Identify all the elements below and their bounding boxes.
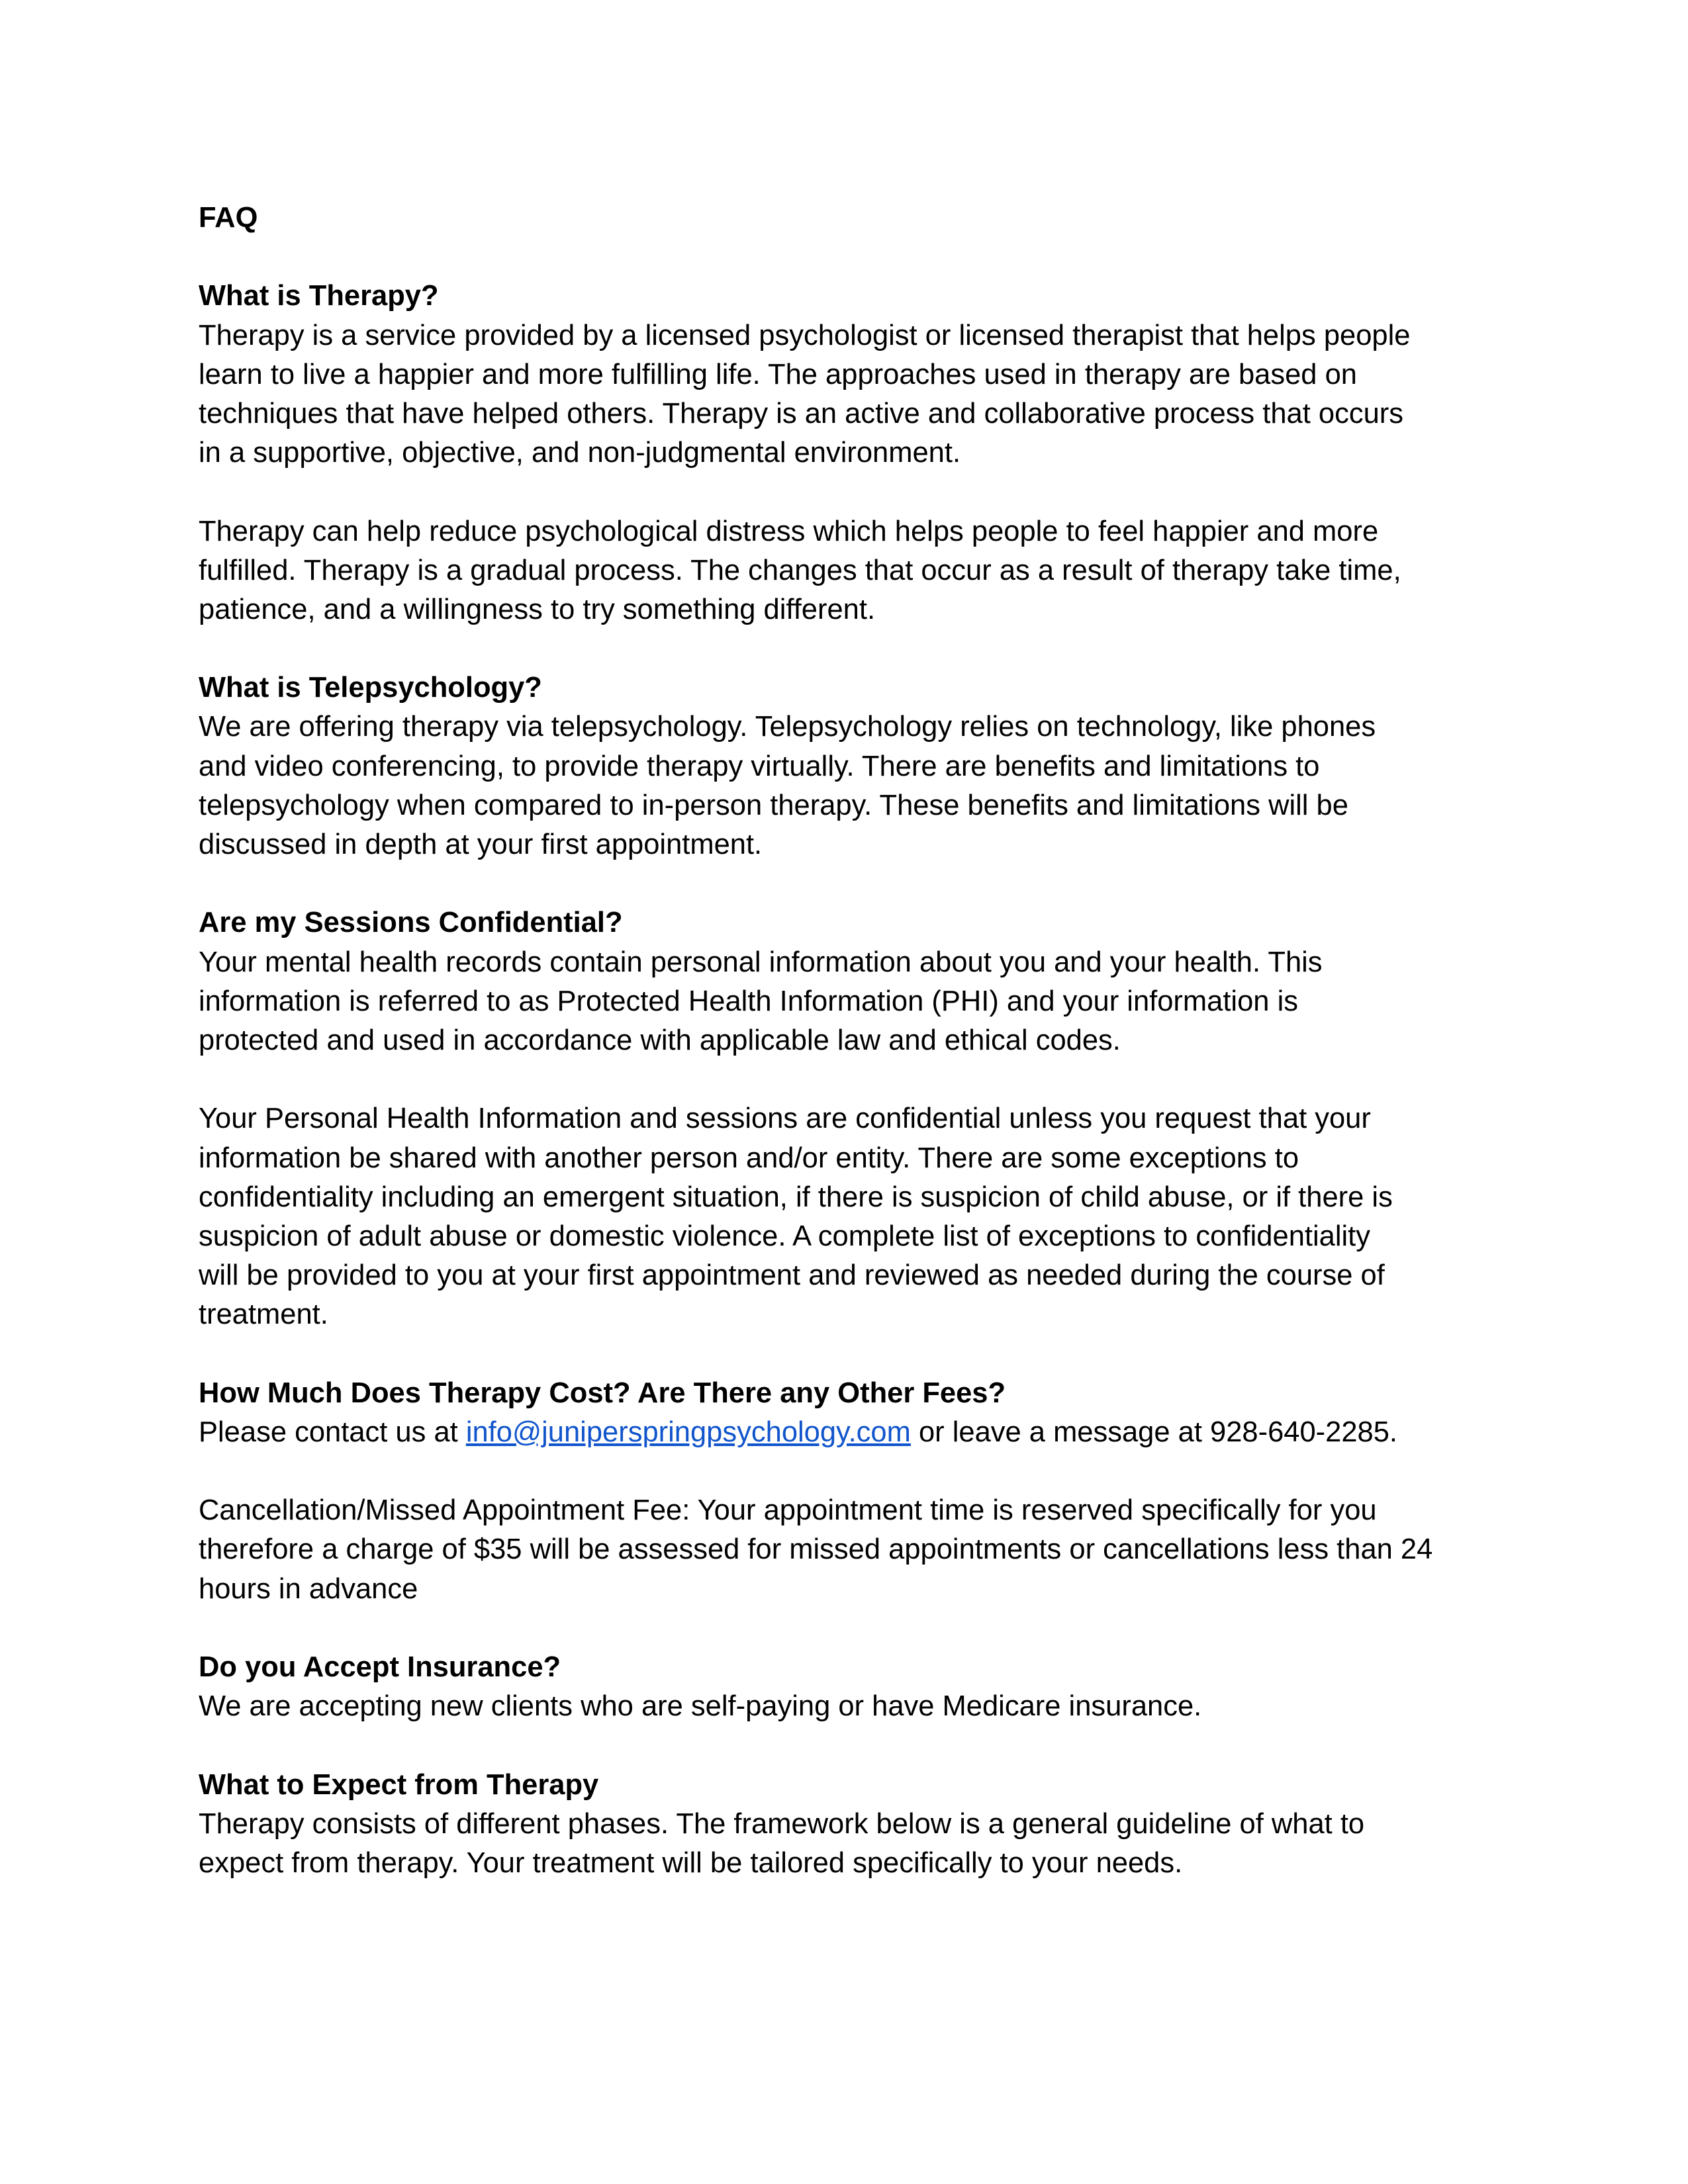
paragraph-line: treatment. (199, 1298, 328, 1331)
spacer (199, 1726, 1509, 1765)
paragraph-line: Your Personal Health Information and sessions are confidential unless you request that your (199, 1103, 1371, 1135)
paragraph-line: techniques that have helped others. Therapy is an active and collaborative process that occurs (199, 397, 1404, 430)
faq-section-cost (199, 1374, 1509, 1609)
spacer (199, 238, 1509, 277)
paragraph-line: information be shared with another person and/or entity. There are some exceptions to (199, 1142, 1299, 1174)
paragraph-line: fulfilled. Therapy is a gradual process. The changes that occur as a result of therapy take time, (199, 554, 1401, 586)
email-link[interactable]: info@juniperspringpsychology.com (465, 1416, 911, 1448)
section-heading: What is Therapy? (199, 280, 439, 312)
paragraph-line: therefore a charge of $35 will be assessed for missed appointments or cancellations less than 24 (199, 1533, 1433, 1566)
paragraph (199, 1687, 1509, 1726)
faq-section-insurance (199, 1648, 1509, 1726)
contact-prefix: Please contact us at (199, 1416, 466, 1448)
paragraph-line: patience, and a willingness to try something different. (199, 593, 876, 625)
paragraph (199, 943, 1509, 1061)
contact-line (199, 1413, 1509, 1452)
paragraph-line: Therapy consists of different phases. The framework below is a general guideline of what to (199, 1807, 1365, 1840)
paragraph (199, 1805, 1509, 1883)
paragraph-line: Therapy is a service provided by a licensed psychologist or licensed therapist that helps people (199, 319, 1411, 351)
contact-suffix: or leave a message at 928-640-2285. (910, 1416, 1398, 1448)
page-title: FAQ (199, 202, 258, 234)
paragraph-line: We are accepting new clients who are self-paying or have Medicare insurance. (199, 1690, 1202, 1723)
spacer (199, 1060, 1509, 1099)
paragraph-line: expect from therapy. Your treatment will be tailored specifically to your needs. (199, 1846, 1183, 1879)
paragraph-line: learn to live a happier and more fulfilling life. The approaches used in therapy are based on (199, 358, 1357, 390)
paragraph-line: will be provided to you at your first appointment and reviewed as needed during the course of (199, 1259, 1385, 1292)
faq-section-telepsychology (199, 668, 1509, 864)
paragraph-line: telepsychology when compared to in-person therapy. These benefits and limitations will be (199, 789, 1348, 821)
paragraph-line: and video conferencing, to provide therapy virtually. There are benefits and limitations to (199, 750, 1320, 782)
paragraph (199, 707, 1509, 864)
faq-section-what-is-therapy (199, 277, 1509, 629)
paragraph-line: discussed in depth at your first appointment. (199, 829, 763, 860)
paragraph-line: Your mental health records contain personal information about you and your health. This (199, 946, 1323, 978)
paragraph-line: suspicion of adult abuse or domestic violence. A complete list of exceptions to confidentiality (199, 1220, 1370, 1252)
spacer (199, 473, 1509, 512)
paragraph (199, 316, 1509, 473)
section-heading: How Much Does Therapy Cost? Are There any Other Fees? (199, 1377, 1006, 1409)
paragraph-line: confidentiality including an emergent situation, if there is suspicion of child abuse, or if there is (199, 1181, 1393, 1213)
section-heading: Are my Sessions Confidential? (199, 907, 623, 939)
section-heading: What to Expect from Therapy (199, 1768, 599, 1801)
faq-section-what-to-expect (199, 1766, 1509, 1884)
spacer (199, 629, 1509, 668)
section-heading: Do you Accept Insurance? (199, 1651, 561, 1683)
paragraph-line: Therapy can help reduce psychological distress which helps people to feel happier and more (199, 515, 1379, 547)
section-heading: What is Telepsychology? (199, 672, 542, 704)
paragraph-line: protected and used in accordance with applicable law and ethical codes. (199, 1024, 1121, 1056)
paragraph-line: in a supportive, objective, and non-judgmental environment. (199, 437, 961, 469)
spacer (199, 1452, 1509, 1491)
paragraph-line: We are offering therapy via telepsychology. Telepsychology relies on technology, like phones (199, 711, 1376, 743)
spacer (199, 1609, 1509, 1648)
faq-document (199, 199, 1509, 1883)
paragraph-line: information is referred to as Protected Health Information (PHI) and your information is (199, 985, 1298, 1017)
paragraph (199, 1491, 1509, 1609)
spacer (199, 1334, 1509, 1373)
paragraph (199, 512, 1509, 630)
paragraph-line: Cancellation/Missed Appointment Fee: Your appointment time is reserved specifically for you (199, 1494, 1377, 1527)
spacer (199, 864, 1509, 903)
faq-section-confidentiality (199, 903, 1509, 1334)
paragraph-line: hours in advance (199, 1572, 418, 1605)
paragraph (199, 1099, 1509, 1334)
